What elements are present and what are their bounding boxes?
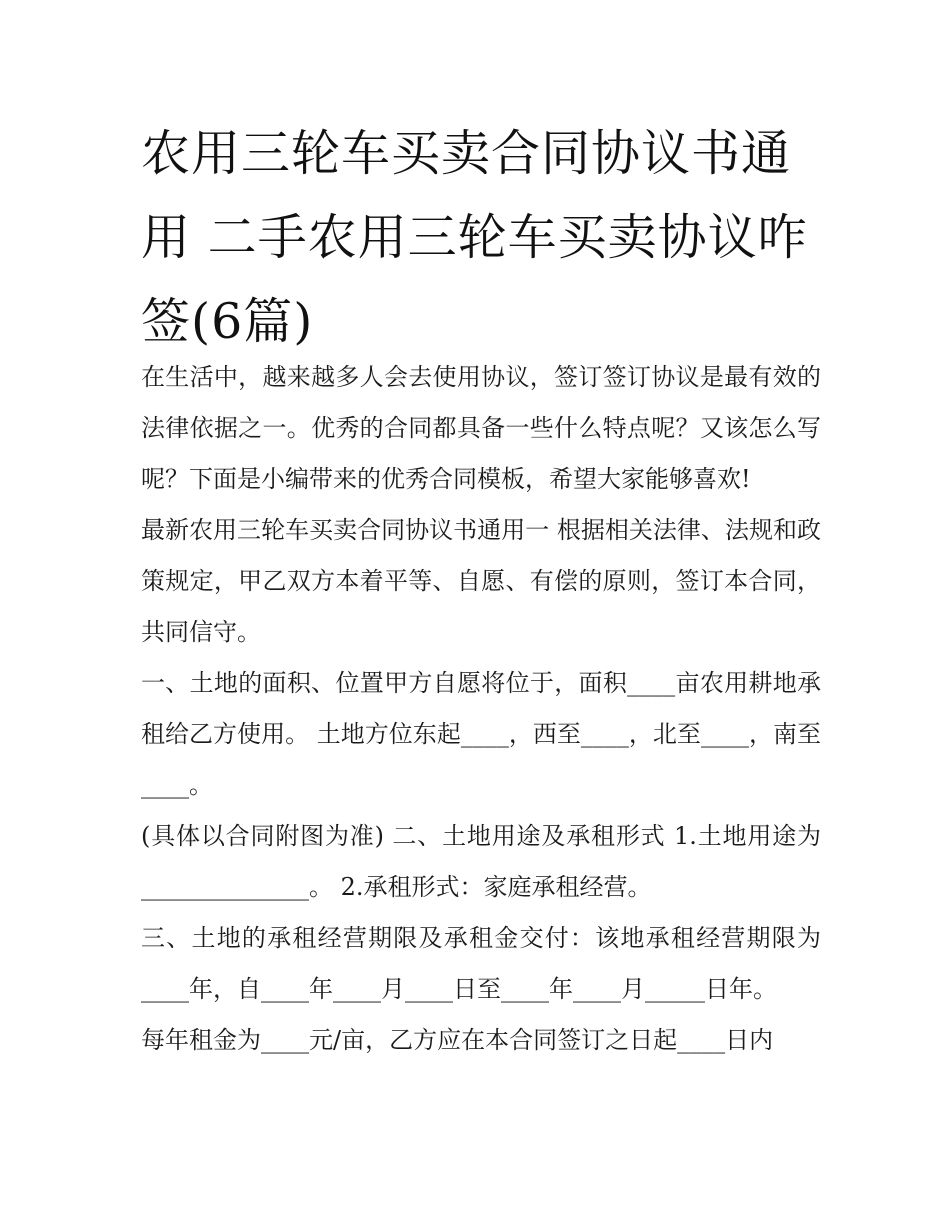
clause-land-use-paragraph: (具体以合同附图为准) 二、土地用途及承租形式 1.土地用途为______________。 2.承租形式：家庭承租经营。 xyxy=(141,822,821,901)
clause-rent-paragraph: 每年租金为____元/亩，乙方应在本合同签订之日起____日内 xyxy=(141,1026,774,1054)
clause-land-area-paragraph: 一、土地的面积、位置甲方自愿将位于，面积____亩农用耕地承租给乙方使用。 土地方位东起____，西至____，北至____，南至____。 xyxy=(141,669,821,799)
document-body xyxy=(141,352,821,1066)
clause-term-paragraph: 三、土地的承租经营期限及承租金交付：该地承租经营期限为____年，自____年____月____日至____年____月_____日年。 xyxy=(141,924,821,1003)
document-title: 农用三轮车买卖合同协议书通用 二手农用三轮车买卖协议咋签(6篇) xyxy=(141,125,808,350)
contract-preamble-paragraph: 最新农用三轮车买卖合同协议书通用一 根据相关法律、法规和政策规定，甲乙双方本着平等、自愿、有偿的原则，签订本合同，共同信守。 xyxy=(141,516,821,646)
intro-paragraph: 在生活中，越来越多人会去使用协议，签订签订协议是最有效的法律依据之一。优秀的合同都具备一些什么特点呢？又该怎么写呢？下面是小编带来的优秀合同模板，希望大家能够喜欢! xyxy=(141,363,821,493)
